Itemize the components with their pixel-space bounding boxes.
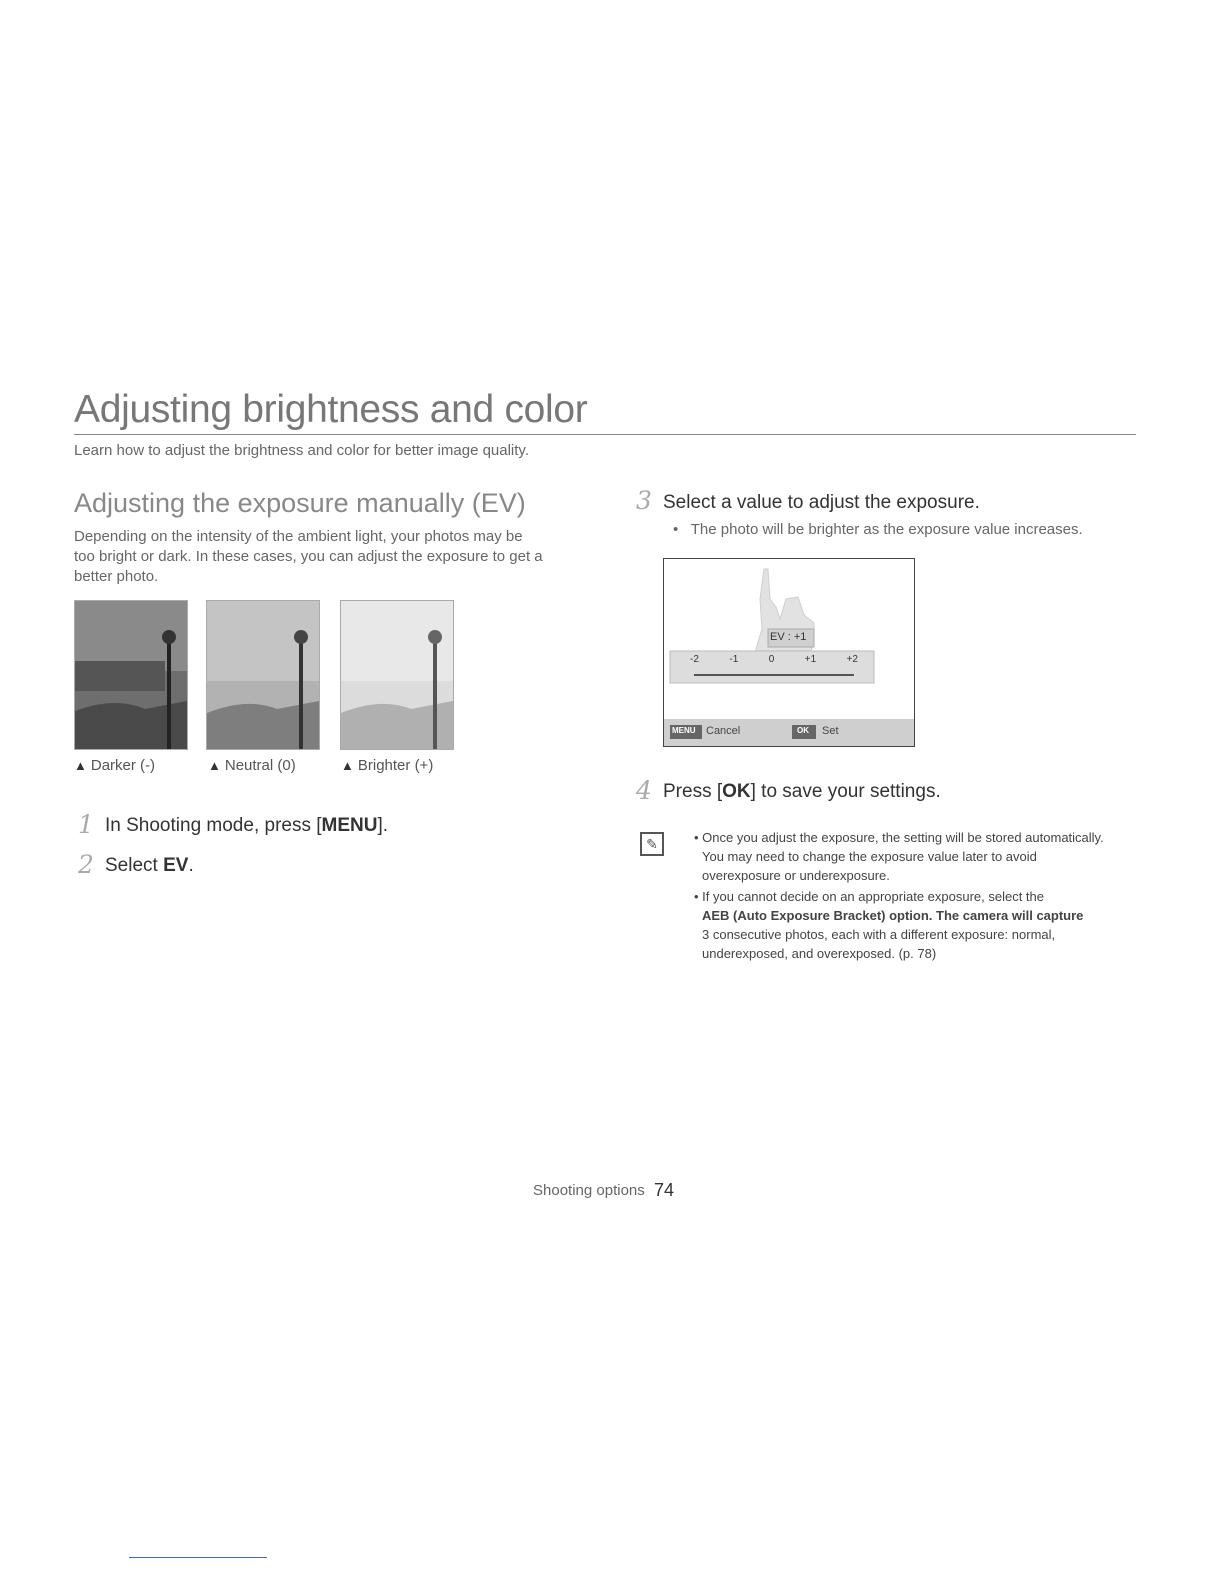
section-heading: Adjusting the exposure manually (EV) bbox=[74, 488, 526, 518]
sample-photo-darker bbox=[74, 600, 188, 750]
caption-darker: ▲ Darker (-) bbox=[74, 757, 156, 774]
cancel-label: Cancel bbox=[706, 725, 741, 737]
note-pencil-icon: ✎ bbox=[640, 832, 664, 856]
step-3-text: Select a value to adjust the exposure. bbox=[663, 492, 980, 513]
step-1-text: In Shooting mode, press [MENU]. bbox=[105, 815, 389, 836]
page-title: Adjusting brightness and color bbox=[74, 388, 588, 431]
sample-photo-brighter bbox=[340, 600, 454, 750]
note-line: 3 consecutive photos, each with a different exposure: normal, bbox=[702, 927, 1056, 942]
lamp-scene-image bbox=[207, 601, 319, 749]
step-2-number: 2 bbox=[78, 850, 94, 879]
note-line: • If you cannot decide on an appropriate exposure, select the bbox=[694, 889, 1045, 904]
step-4-text: Press [OK] to save your settings. bbox=[663, 781, 941, 802]
note-line: overexposure or underexposure. bbox=[702, 868, 890, 883]
section-intro: Depending on the intensity of the ambient light, your photos may be too bright or dark. In these cases, you can adjust the exposure to get a better photo. bbox=[74, 528, 543, 585]
ev-scale bbox=[690, 654, 858, 665]
triangle-up-icon: ▲ bbox=[341, 758, 354, 773]
caption-neutral: ▲ Neutral (0) bbox=[208, 757, 296, 774]
title-divider bbox=[74, 434, 1136, 435]
ev-scale-tick: +1 bbox=[804, 654, 817, 665]
ev-scale-tick: +2 bbox=[846, 654, 858, 665]
note-box bbox=[640, 826, 1134, 966]
ok-key: OK bbox=[722, 781, 751, 802]
page-number: 74 bbox=[654, 1180, 675, 1200]
set-label: Set bbox=[822, 725, 839, 737]
note-line: AEB (Auto Exposure Bracket) option. The camera will capture bbox=[702, 908, 1084, 923]
ev-key: EV bbox=[163, 855, 189, 876]
page-subtitle: Learn how to adjust the brightness and color for better image quality. bbox=[74, 442, 529, 459]
step-4-number: 4 bbox=[636, 776, 652, 805]
step-1-number: 1 bbox=[78, 810, 94, 839]
ev-scale-tick: 0 bbox=[768, 654, 775, 665]
ev-scale-tick: -2 bbox=[690, 654, 699, 665]
footnote-divider bbox=[129, 1557, 267, 1558]
step-3-number: 3 bbox=[636, 486, 652, 515]
ev-value-label: EV : +1 bbox=[770, 631, 807, 643]
triangle-up-icon: ▲ bbox=[74, 758, 87, 773]
sample-photo-neutral bbox=[206, 600, 320, 750]
ev-scale-tick: -1 bbox=[729, 654, 739, 665]
note-line: • Once you adjust the exposure, the setting will be stored automatically. bbox=[694, 830, 1104, 845]
note-line: underexposed, and overexposed. (p. 78) bbox=[702, 946, 937, 961]
camera-preview-image bbox=[664, 559, 914, 746]
menu-key-icon: MENU bbox=[672, 726, 696, 735]
footer-section-name: Shooting options bbox=[533, 1182, 645, 1199]
caption-brighter: ▲ Brighter (+) bbox=[341, 757, 434, 774]
lamp-scene-image bbox=[341, 601, 453, 749]
step-2-text: Select EV. bbox=[105, 855, 194, 876]
ok-key-icon: OK bbox=[797, 726, 809, 735]
triangle-up-icon: ▲ bbox=[208, 758, 221, 773]
lamp-scene-image bbox=[75, 601, 187, 749]
step-3-bullet: • The photo will be brighter as the exposure value increases. bbox=[673, 521, 1083, 538]
menu-key: MENU bbox=[321, 815, 378, 836]
camera-ev-screen bbox=[663, 558, 915, 747]
note-line: You may need to change the exposure value later to avoid bbox=[702, 849, 1037, 864]
